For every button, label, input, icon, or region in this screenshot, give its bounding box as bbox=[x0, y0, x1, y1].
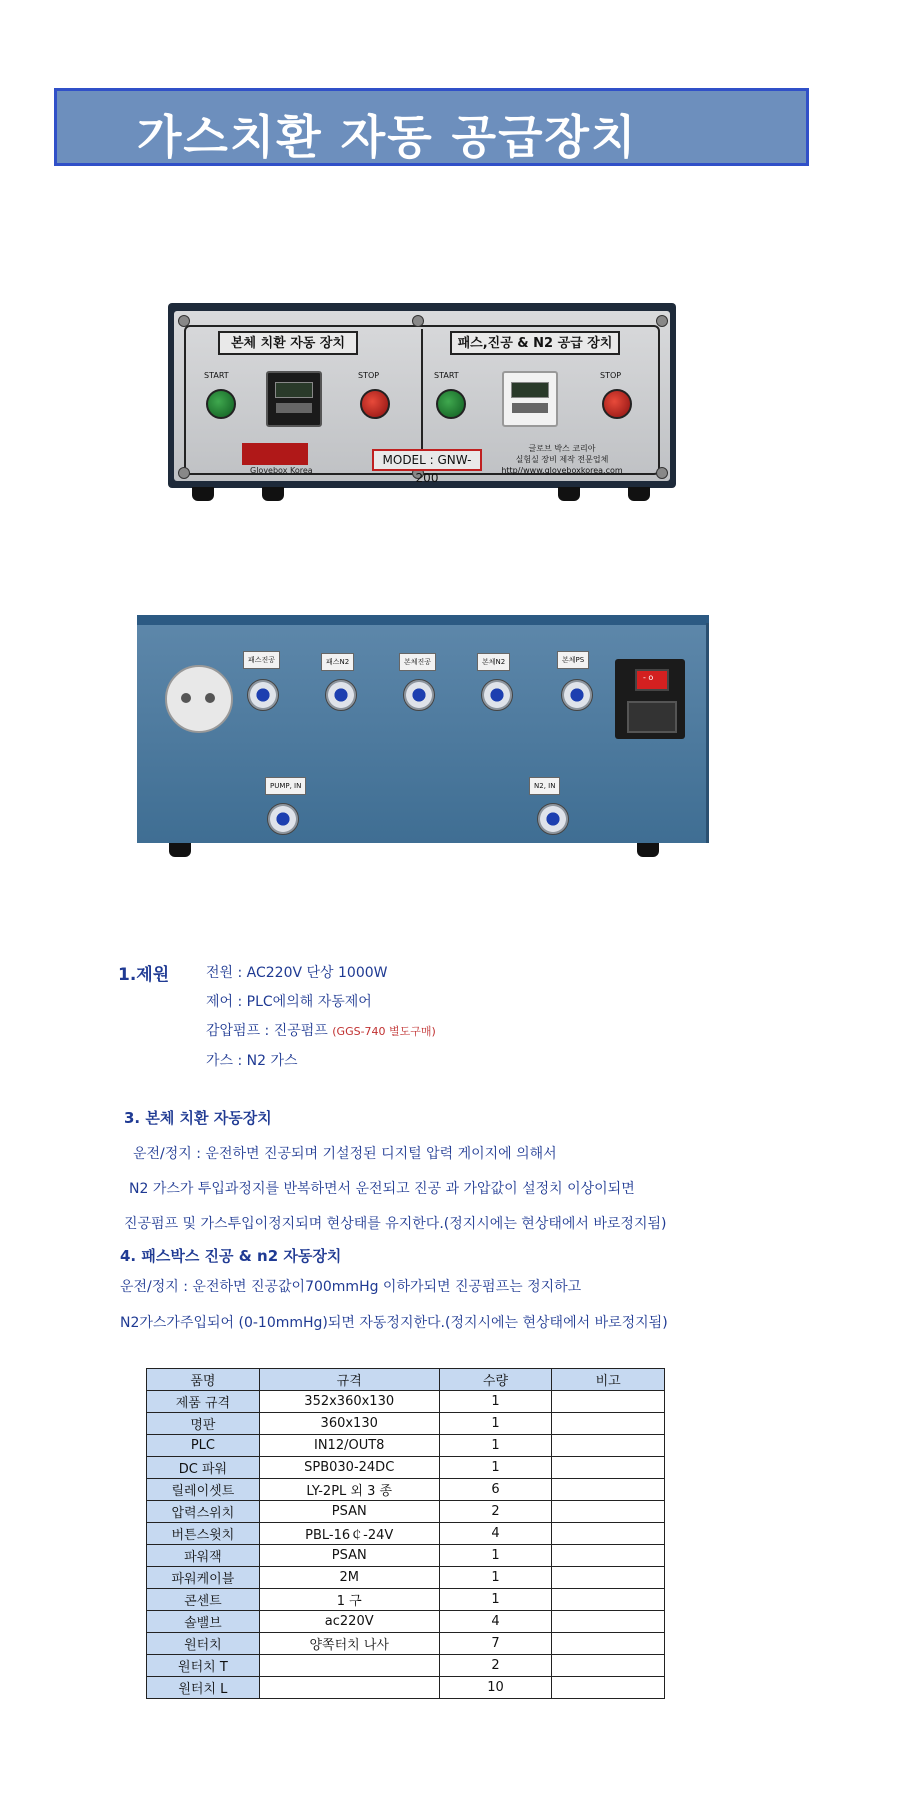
rear-panel-photo bbox=[137, 623, 709, 843]
table-row bbox=[147, 1611, 665, 1633]
table-cell: 2 bbox=[439, 1501, 552, 1523]
table-cell bbox=[552, 1567, 665, 1589]
table-row bbox=[147, 1435, 665, 1457]
table-row bbox=[147, 1545, 665, 1567]
section3-title: 3. 본체 치환 자동장치 bbox=[124, 1109, 272, 1127]
table-cell: 4 bbox=[439, 1523, 552, 1545]
section4-line: N2가스가주입되어 (0-10mmHg)되면 자동정지한다.(정지시에는 현상태에서 바로정지됨) bbox=[120, 1315, 668, 1331]
table-row bbox=[147, 1501, 665, 1523]
table-cell bbox=[552, 1479, 665, 1501]
table-cell: ac220V bbox=[259, 1611, 439, 1633]
company-desc: 실험실 장비 제작 전문업체 bbox=[515, 455, 609, 464]
spec-control: 제어 : PLC에의해 자동제어 bbox=[206, 994, 372, 1010]
pump-note: (GGS-740 별도구매) bbox=[332, 1025, 436, 1038]
table-cell bbox=[552, 1501, 665, 1523]
col-header: 비고 bbox=[552, 1369, 665, 1391]
spec-power: 전원 : AC220V 단상 1000W bbox=[206, 965, 388, 981]
pressure-gauge bbox=[266, 371, 322, 427]
table-cell: 7 bbox=[439, 1633, 552, 1655]
foot bbox=[169, 843, 191, 857]
company-info bbox=[496, 443, 628, 476]
spec-gas: 가스 : N2 가스 bbox=[206, 1053, 298, 1069]
table-cell bbox=[259, 1655, 439, 1677]
fitting-icon bbox=[325, 679, 357, 711]
table-row bbox=[147, 1479, 665, 1501]
col-header: 수량 bbox=[439, 1369, 552, 1391]
table-row bbox=[147, 1413, 665, 1435]
table-cell: 파워케이블 bbox=[147, 1567, 260, 1589]
screw-icon bbox=[656, 315, 668, 327]
table-cell: 1 bbox=[439, 1567, 552, 1589]
table-cell: 1 bbox=[439, 1545, 552, 1567]
foot bbox=[192, 487, 214, 501]
port-tag: 본체진공 bbox=[399, 653, 436, 671]
logo-text: Glovebox Korea bbox=[250, 466, 313, 475]
table-header-row bbox=[147, 1369, 665, 1391]
table-row bbox=[147, 1633, 665, 1655]
table-cell bbox=[552, 1413, 665, 1435]
stop-button bbox=[602, 389, 632, 419]
start-label: START bbox=[204, 371, 229, 380]
start-button bbox=[206, 389, 236, 419]
port-tag: 패스진공 bbox=[243, 651, 280, 669]
parts-table bbox=[146, 1368, 665, 1699]
spec-pump: 감압펌프 : 진공펌프 (GGS-740 별도구매) bbox=[206, 1023, 436, 1039]
fitting-icon bbox=[537, 803, 569, 835]
table-cell: 1 bbox=[439, 1589, 552, 1611]
table-row bbox=[147, 1677, 665, 1699]
left-banner: 본체 치환 자동 장치 bbox=[218, 331, 358, 355]
table-cell: 352x360x130 bbox=[259, 1391, 439, 1413]
col-header: 규격 bbox=[259, 1369, 439, 1391]
table-cell: 원터치 L bbox=[147, 1677, 260, 1699]
table-cell: 6 bbox=[439, 1479, 552, 1501]
front-panel-photo bbox=[168, 303, 676, 488]
fitting-icon bbox=[481, 679, 513, 711]
table-cell: 버튼스윗치 bbox=[147, 1523, 260, 1545]
table-cell: 10 bbox=[439, 1677, 552, 1699]
rear-edge bbox=[706, 623, 709, 843]
port-tag: 패스N2 bbox=[321, 653, 354, 671]
table-cell: 2M bbox=[259, 1567, 439, 1589]
table-cell: 솔밸브 bbox=[147, 1611, 260, 1633]
foot bbox=[558, 487, 580, 501]
table-cell: 360x130 bbox=[259, 1413, 439, 1435]
table-cell: 1 bbox=[439, 1391, 552, 1413]
table-cell: 원터치 T bbox=[147, 1655, 260, 1677]
right-banner: 패스,진공 & N2 공급 장치 bbox=[450, 331, 620, 355]
table-row bbox=[147, 1567, 665, 1589]
section3-line: N2 가스가 투입과정지를 반복하면서 운전되고 진공 과 가압값이 설정치 이상이되면 bbox=[129, 1181, 635, 1197]
stop-label: STOP bbox=[600, 371, 622, 380]
col-header: 품명 bbox=[147, 1369, 260, 1391]
table-cell bbox=[259, 1677, 439, 1699]
table-cell: 제품 규격 bbox=[147, 1391, 260, 1413]
power-switch bbox=[615, 659, 685, 739]
section4-title: 4. 패스박스 진공 & n2 자동장치 bbox=[120, 1247, 342, 1265]
page-title: 가스치환 자동 공급장치 bbox=[137, 110, 638, 164]
table-cell bbox=[552, 1633, 665, 1655]
fitting-icon bbox=[561, 679, 593, 711]
table-row bbox=[147, 1655, 665, 1677]
table-cell: 1 bbox=[439, 1457, 552, 1479]
logo bbox=[242, 443, 308, 465]
fitting-icon bbox=[267, 803, 299, 835]
screw-icon bbox=[178, 467, 190, 479]
table-row bbox=[147, 1457, 665, 1479]
table-cell: 4 bbox=[439, 1611, 552, 1633]
table-cell: PSAN bbox=[259, 1545, 439, 1567]
title-banner bbox=[54, 88, 809, 166]
screw-icon bbox=[656, 467, 668, 479]
table-cell bbox=[552, 1655, 665, 1677]
foot bbox=[628, 487, 650, 501]
table-cell: 파워잭 bbox=[147, 1545, 260, 1567]
stop-button bbox=[360, 389, 390, 419]
fitting-icon bbox=[247, 679, 279, 711]
table-row bbox=[147, 1523, 665, 1545]
table-cell: LY-2PL 외 3 종 bbox=[259, 1479, 439, 1501]
start-button bbox=[436, 389, 466, 419]
table-row bbox=[147, 1589, 665, 1611]
table-cell: 1 bbox=[439, 1435, 552, 1457]
foot bbox=[262, 487, 284, 501]
table-cell: PLC bbox=[147, 1435, 260, 1457]
port-tag: 본체PS bbox=[557, 651, 589, 669]
model-label: MODEL : GNW-200 bbox=[372, 449, 482, 471]
rear-top bbox=[137, 615, 709, 625]
front-plate bbox=[174, 311, 670, 485]
pressure-gauge bbox=[502, 371, 558, 427]
table-cell bbox=[552, 1611, 665, 1633]
spec-heading: 1.제원 bbox=[118, 965, 170, 985]
power-inlet bbox=[627, 701, 677, 733]
table-cell bbox=[552, 1589, 665, 1611]
pump-in-tag: PUMP, IN bbox=[265, 777, 306, 795]
section4-line: 운전/정지 : 운전하면 진공값이700mmHg 이하가되면 진공펌프는 정지하고 bbox=[120, 1279, 582, 1295]
table-cell bbox=[552, 1545, 665, 1567]
stop-label: STOP bbox=[358, 371, 380, 380]
table-cell: SPB030-24DC bbox=[259, 1457, 439, 1479]
table-cell: 2 bbox=[439, 1655, 552, 1677]
table-cell: PSAN bbox=[259, 1501, 439, 1523]
screw-icon bbox=[412, 315, 424, 327]
port-tag: 본체N2 bbox=[477, 653, 510, 671]
company-name: 글로브 박스 코리아 bbox=[528, 444, 596, 453]
screw-icon bbox=[178, 315, 190, 327]
table-cell bbox=[552, 1677, 665, 1699]
table-cell: 1 구 bbox=[259, 1589, 439, 1611]
table-cell bbox=[552, 1457, 665, 1479]
section3-line: 운전/정지 : 운전하면 진공되며 기설정된 디지털 압력 게이지에 의해서 bbox=[133, 1146, 557, 1162]
section3-line: 진공펌프 및 가스투입이정지되며 현상태를 유지한다.(정지시에는 현상태에서 바로정지됨) bbox=[124, 1216, 667, 1232]
table-cell bbox=[552, 1523, 665, 1545]
table-cell: 릴레이셋트 bbox=[147, 1479, 260, 1501]
fitting-icon bbox=[403, 679, 435, 711]
table-cell: 1 bbox=[439, 1413, 552, 1435]
table-cell bbox=[552, 1391, 665, 1413]
table-row bbox=[147, 1391, 665, 1413]
panel-divider bbox=[421, 329, 423, 469]
company-url: http//www.gloveboxkorea.com bbox=[501, 466, 623, 475]
table-cell: 콘센트 bbox=[147, 1589, 260, 1611]
rocker-switch: - o bbox=[635, 669, 669, 691]
table-cell: DC 파워 bbox=[147, 1457, 260, 1479]
table-cell: 양쪽터치 나사 bbox=[259, 1633, 439, 1655]
power-socket bbox=[165, 665, 233, 733]
table-cell: PBL-16￠-24V bbox=[259, 1523, 439, 1545]
table-cell: 명판 bbox=[147, 1413, 260, 1435]
table-cell: 원터치 bbox=[147, 1633, 260, 1655]
table-cell: 압력스위치 bbox=[147, 1501, 260, 1523]
foot bbox=[637, 843, 659, 857]
table-cell: IN12/OUT8 bbox=[259, 1435, 439, 1457]
table-cell bbox=[552, 1435, 665, 1457]
n2-in-tag: N2, IN bbox=[529, 777, 560, 795]
start-label: START bbox=[434, 371, 459, 380]
